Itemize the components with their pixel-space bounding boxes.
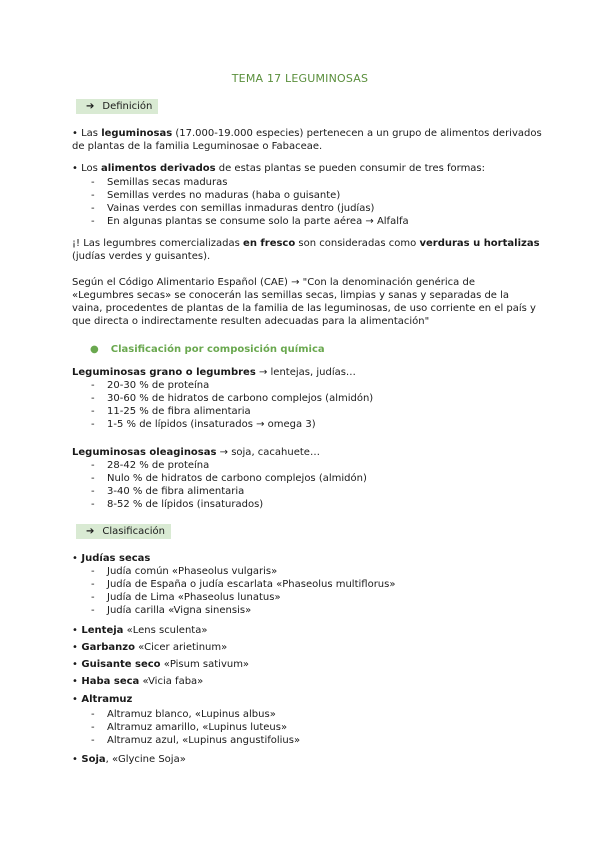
list-item: - Judía carilla «Vigna sinensis» bbox=[91, 604, 251, 617]
paragraph-cae-line: «Legumbres secas» se conocerán las semillas secas, limpias y sanas y separadas de la bbox=[72, 290, 510, 301]
arrow-right-icon: ➔ bbox=[86, 526, 95, 537]
paragraph-cae-line: vaina, procedentes de plantas de la familia de las leguminosas, de uso corriente en el país y bbox=[72, 303, 536, 314]
class-item-guisante: • Guisante seco «Pisum sativum» bbox=[72, 659, 250, 670]
list-item: - 3-40 % de fibra alimentaria bbox=[91, 485, 244, 498]
section-heading-quimica bbox=[90, 343, 325, 356]
paragraph-leguminosas: • Las leguminosas (17.000-19.000 especies) pertenecen a un grupo de alimentos derivados bbox=[72, 128, 542, 139]
list-item: - 30-60 % de hidratos de carbono complejos (almidón) bbox=[91, 392, 373, 405]
list-item: - Semillas secas maduras bbox=[91, 176, 227, 189]
arrow-right-icon: ➔ bbox=[86, 101, 95, 112]
list-item: - Semillas verdes no maduras (haba o guisante) bbox=[91, 189, 340, 202]
paragraph-leguminosas-cont: de plantas de la familia Leguminosae o Fabaceae. bbox=[72, 141, 323, 152]
section-label: Clasificación por composición química bbox=[110, 344, 325, 355]
class-item-haba: • Haba seca «Vicia faba» bbox=[72, 676, 204, 687]
section-heading-clasificacion bbox=[76, 524, 171, 539]
list-item: - En algunas plantas se consume solo la parte aérea → Alfalfa bbox=[91, 215, 409, 228]
list-item: - Judía de Lima «Phaseolus lunatus» bbox=[91, 591, 281, 604]
list-item: - Judía de España o judía escarlata «Phaseolus multiflorus» bbox=[91, 578, 395, 591]
group-heading-grano: Leguminosas grano o legumbres → lentejas, judías… bbox=[72, 367, 356, 378]
class-item-soja: • Soja, «Glycine Soja» bbox=[72, 754, 186, 765]
section-heading-definicion bbox=[76, 99, 158, 114]
list-item: - Judía común «Phaseolus vulgaris» bbox=[91, 565, 277, 578]
list-item: - Altramuz blanco, «Lupinus albus» bbox=[91, 708, 276, 721]
list-item: - 28-42 % de proteína bbox=[91, 459, 209, 472]
paragraph-fresco: ¡! Las legumbres comercializadas en fresco son consideradas como verduras u hortalizas bbox=[72, 238, 540, 249]
paragraph-cae-line: Según el Código Alimentario Español (CAE) → "Con la denominación genérica de bbox=[72, 277, 475, 288]
paragraph-cae-line: que directa o indirectamente resulten adecuadas para la alimentación" bbox=[72, 316, 430, 327]
list-item: - Altramuz azul, «Lupinus angustifolius» bbox=[91, 734, 300, 747]
section-label: Clasificación bbox=[102, 526, 165, 537]
document-title: TEMA 17 LEGUMINOSAS bbox=[231, 72, 369, 85]
class-item-altramuz: • Altramuz bbox=[72, 694, 133, 705]
list-item: - 11-25 % de fibra alimentaria bbox=[91, 405, 251, 418]
list-item: - Altramuz amarillo, «Lupinus luteus» bbox=[91, 721, 287, 734]
class-item-judias: • Judías secas bbox=[72, 553, 151, 564]
list-item: - 1-5 % de lípidos (insaturados → omega 3) bbox=[91, 418, 316, 431]
paragraph-alimentos: • Los alimentos derivados de estas plantas se pueden consumir de tres formas: bbox=[72, 163, 486, 174]
list-item: - Nulo % de hidratos de carbono complejos (almidón) bbox=[91, 472, 367, 485]
bullet-dot-icon: ● bbox=[90, 344, 99, 355]
class-item-lenteja: • Lenteja «Lens sculenta» bbox=[72, 625, 208, 636]
class-item-garbanzo: • Garbanzo «Cicer arietinum» bbox=[72, 642, 228, 653]
list-item: - 20-30 % de proteína bbox=[91, 379, 209, 392]
section-label: Definición bbox=[102, 101, 153, 112]
list-item: - 8-52 % de lípidos (insaturados) bbox=[91, 498, 263, 511]
paragraph-fresco-cont: (judías verdes y guisantes). bbox=[72, 251, 211, 262]
group-heading-oleaginosas: Leguminosas oleaginosas → soja, cacahuete… bbox=[72, 447, 320, 458]
list-item: - Vainas verdes con semillas inmaduras dentro (judías) bbox=[91, 202, 374, 215]
